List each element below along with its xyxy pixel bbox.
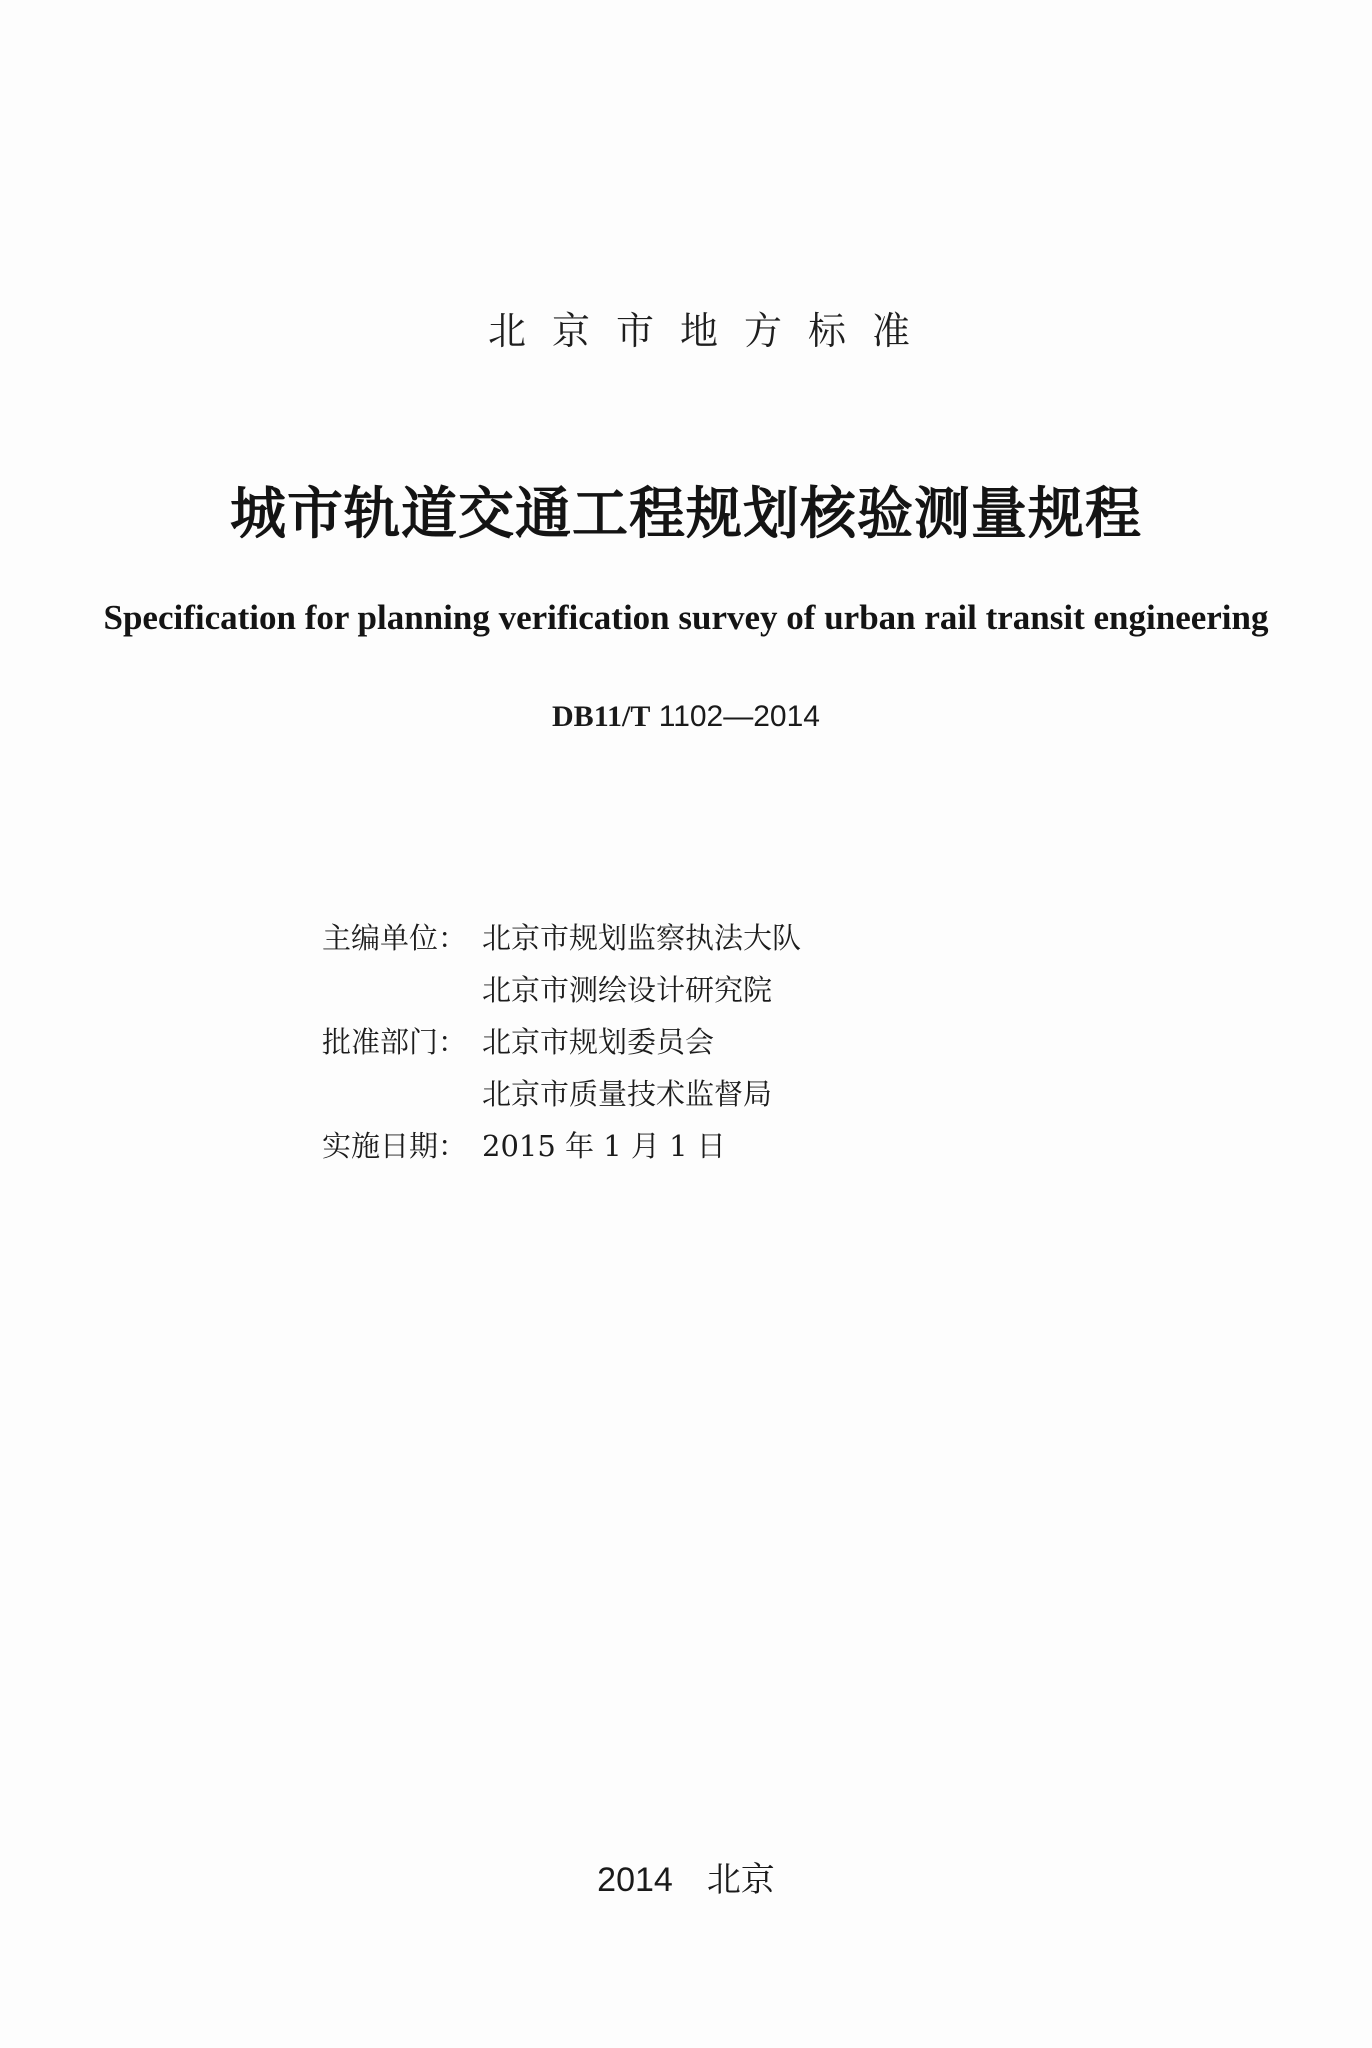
english-title: Specification for planning verification survey of urban rail transit engineering [103, 598, 1269, 637]
standard-code-prefix: DB11/T [552, 700, 651, 733]
approver-value-1: 北京市规划委员会 [482, 1025, 715, 1059]
approver-value-2: 北京市质量技术监督局 [482, 1077, 773, 1111]
editor-row-2 [322, 964, 801, 1016]
effective-date-value: 2015 年 1 月 1 日 [482, 1129, 726, 1163]
standard-series-label: 北京市地方标准 [487, 309, 936, 353]
publication-year: 2014 [597, 1861, 673, 1899]
editor-row [322, 912, 801, 964]
metadata-block [322, 912, 801, 1172]
publication-footer [0, 1852, 1372, 1901]
standard-code [0, 700, 1372, 734]
effective-date-row [322, 1120, 801, 1172]
standard-code-number: 1102—2014 [658, 700, 820, 733]
publication-city: 北京 [706, 1860, 775, 1900]
spacer [322, 964, 482, 1016]
chinese-title: 城市轨道交通工程规划核验测量规程 [230, 482, 1142, 547]
spacer [322, 1068, 482, 1120]
editor-value-2: 北京市测绘设计研究院 [482, 973, 773, 1007]
approver-row-2 [322, 1068, 801, 1120]
editor-label: 主编单位： [322, 921, 468, 955]
approver-row [322, 1016, 801, 1068]
effective-date-label: 实施日期： [322, 1129, 468, 1163]
editor-value-1: 北京市规划监察执法大队 [482, 921, 802, 955]
approver-label: 批准部门： [322, 1025, 468, 1059]
